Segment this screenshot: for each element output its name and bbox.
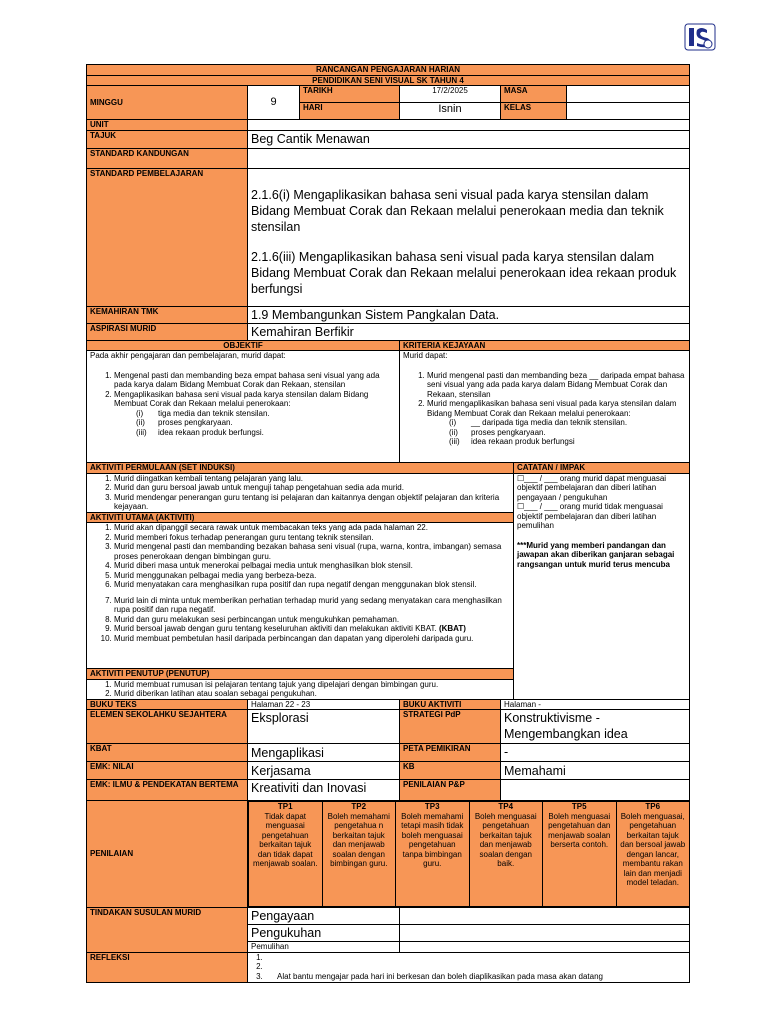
- permulaan-item: 1. Murid diingatkan kembali tentang pelajaran yang lalu.: [114, 474, 510, 484]
- catatan-note: ***Murid yang memberi pandangan dan jawapan akan diberikan ganjaran sebagai rangsangan untuk murid terus mencuba: [517, 540, 675, 569]
- tmk-label: KEMAHIRAN TMK: [87, 306, 248, 323]
- susulan-item: Pemulihan: [248, 942, 400, 953]
- strategi-value: Konstruktivisme - Mengembangkan idea: [501, 710, 690, 744]
- utama-item: 8. Murid dan guru melakukan sesi perbincangan untuk mengukuhkan pemahaman.: [114, 615, 510, 625]
- utama-item: 10. Murid membuat pembetulan hasil daripada perbincangan dan dapatan yang diperolehi daripada guru.: [114, 634, 510, 644]
- utama-item: 9. Murid bersoal jawab dengan guru tentang keseluruhan aktiviti dan melakukan aktiviti KBAT. (KBAT): [114, 624, 510, 634]
- unit-label: UNIT: [87, 120, 248, 131]
- aspirasi-value: Kemahiran Berfikir: [248, 323, 690, 340]
- utama-label: AKTIVITI UTAMA (AKTIVITI): [87, 512, 514, 523]
- hari-value: Isnin: [400, 103, 501, 120]
- minggu-value: 9: [248, 86, 300, 120]
- permulaan-item: 3. Murid mendengar penerangan guru tentang isi pelajaran dan kaitannya dengan objektif pelajaran dan kriteria kejayaan.: [114, 493, 510, 512]
- buku-teks-label: BUKU TEKS: [87, 699, 248, 710]
- sk-label: STANDARD KANDUNGAN: [87, 148, 248, 168]
- susulan-label: TINDAKAN SUSULAN MURID: [87, 908, 248, 953]
- objektif-item: 1. Mengenal pasti dan membanding beza empat bahasa seni visual yang ada pada karya dalam Bidang Membuat Corak dan Rekaan, stensilan: [114, 371, 396, 390]
- susulan-blank: [400, 942, 690, 953]
- utama-item: 1. Murid akan dipanggil secara rawak untuk membacakan teks yang ada pada halaman 22.: [114, 523, 510, 533]
- utama-item: 4. Murid diberi masa untuk menerokai pelbagai media untuk menghasilkan blok stensil.: [114, 561, 510, 571]
- peta-value: -: [501, 744, 690, 762]
- masa-label: MASA: [501, 86, 567, 103]
- sp-item: 2.1.6(iii) Mengaplikasikan bahasa seni visual pada karya stensilan dalam Bidang Membuat Corak dan Rekaan melalui penerokaan idea rekaan produk berfungsi: [251, 249, 677, 296]
- susulan-item: Pengayaan: [248, 908, 400, 925]
- kriteria-content: [400, 351, 690, 463]
- emk-ilmu-label: EMK: ILMU & PENDEKATAN BERTEMA: [87, 780, 248, 801]
- kelas-value: [567, 103, 690, 120]
- kb-value: Memahami: [501, 762, 690, 780]
- penilaian-pp-label: PENILAIAN P&P: [400, 780, 501, 801]
- tp5-cell: TP5 Boleh menguasai pengetahuan dan menjawab soalan berserta contoh.: [543, 802, 617, 907]
- header-row-2: [87, 75, 690, 86]
- tp2-cell: TP2 Boleh memahami pengetahua n berkaitan tajuk dan menjawab soalan dengan bimbingan guru.: [322, 802, 396, 907]
- catatan-line: ☐___ / ___ orang murid tidak menguasai objektif pembelajaran dan diberi latihan pemulihan: [517, 502, 663, 530]
- lesson-plan: [86, 64, 689, 983]
- objektif-intro: Pada akhir pengajaran dan pembelajaran, murid dapat:: [90, 351, 286, 360]
- penilaian-label: PENILAIAN: [87, 801, 248, 908]
- refleksi-item: 3. Alat bantu mengajar pada hari ini berkesan dan boleh diaplikasikan pada masa akan datang: [265, 972, 686, 982]
- emk-nilai-label: EMK: NILAI: [87, 762, 248, 780]
- kriteria-item: 1. Murid mengenal pasti dan membanding beza __ daripada empat bahasa seni visual yang ada pada karya dalam Bidang Membuat Corak dan Rekaan, stensilan: [427, 371, 686, 400]
- hari-label: HARI: [300, 103, 400, 120]
- catatan-content: [514, 473, 690, 699]
- utama-content: [87, 523, 514, 669]
- utama-item: 5. Murid menggunakan pelbagai media yang berbeza-beza.: [114, 571, 510, 581]
- masa-value: [567, 86, 690, 103]
- tp3-cell: TP3 Boleh memahami tetapi masih tidak boleh menguasai pengetahuan tanpa bimbingan guru.: [396, 802, 470, 907]
- kbat-value: Mengaplikasi: [248, 744, 400, 762]
- kb-label: KB: [400, 762, 501, 780]
- doc-subtitle: PENDIDIKAN SENI VISUAL SK TAHUN 4: [87, 75, 690, 86]
- tp1-cell: TP1 Tidak dapat menguasai pengetahuan berkaitan tajuk dan tidak dapat menjawab soalan.: [249, 802, 323, 907]
- penutup-content: [87, 679, 514, 699]
- tmk-value: 1.9 Membangunkan Sistem Pangkalan Data.: [248, 306, 690, 323]
- objektif-subitem: (ii) proses pengkaryaan.: [136, 418, 233, 427]
- refleksi-item: [265, 953, 686, 963]
- objektif-item: 2. Mengaplikasikan bahasa seni visual pada karya stensilan dalam Bidang Membuat Corak dan Rekaan melalui penerokaan:: [114, 390, 396, 409]
- school-logo-icon: [684, 22, 716, 52]
- refleksi-content: [248, 952, 690, 982]
- permulaan-item: 2. Murid dan guru bersoal jawab untuk menguji tahap pengetahuan sedia ada murid.: [114, 483, 510, 493]
- kriteria-subitem: (iii) idea rekaan produk berfungsi: [449, 437, 575, 446]
- permulaan-content: [87, 473, 514, 512]
- sp-item: 2.1.6(i) Mengaplikasikan bahasa seni visual pada karya stensilan dalam Bidang Membuat Corak dan Rekaan melalui penerokaan media dan teknik stensilan: [251, 187, 664, 234]
- penutup-label: AKTIVITI PENUTUP (PENUTUP): [87, 669, 514, 680]
- penutup-item: 1. Murid membuat rumusan isi pelajaran tentang tajuk yang dipelajari dengan bimbingan guru.: [114, 680, 510, 690]
- peta-label: PETA PEMIKIRAN: [400, 744, 501, 762]
- buku-aktiviti-label: BUKU AKTIVITI: [400, 699, 501, 710]
- tajuk-value: Beg Cantik Menawan: [248, 130, 690, 148]
- penutup-item: 2. Murid diberikan latihan atau soalan sebagai pengukuhan.: [114, 689, 510, 699]
- kriteria-subitem: (i) __ daripada tiga media dan teknik stensilan.: [449, 418, 628, 427]
- penilaian-grid: [248, 801, 690, 908]
- susulan-item: Pengukuhan: [248, 925, 400, 942]
- catatan-line: ☐___ / ___ orang murid dapat menguasai objektif pembelajaran dan diberi latihan pengayaan / pengukuhan: [517, 473, 667, 502]
- kriteria-item: 2. Murid mengaplikasikan bahasa seni visual pada karya stensilan dalam Bidang Membuat Corak dan Rekaan melalui penerokaan:: [427, 399, 686, 418]
- sk-value: [248, 148, 690, 168]
- permulaan-label: AKTIVITI PERMULAAN (SET INDUKSI): [87, 463, 514, 474]
- minggu-label: MINGGU: [87, 86, 248, 120]
- emk-nilai-value: Kerjasama: [248, 762, 400, 780]
- esh-value: Eksplorasi: [248, 710, 400, 744]
- susulan-blank: [400, 908, 690, 925]
- objektif-subitem: (i) tiga media dan teknik stensilan.: [136, 408, 270, 418]
- kriteria-intro: Murid dapat:: [403, 351, 448, 360]
- buku-aktiviti-value: Halaman -: [501, 699, 690, 710]
- susulan-blank: [400, 925, 690, 942]
- refleksi-label: REFLEKSI: [87, 952, 248, 982]
- objektif-content: [87, 351, 400, 463]
- tarikh-label: TARIKH: [300, 86, 400, 103]
- sp-value: [248, 168, 690, 306]
- penilaian-pp-value: [501, 780, 690, 801]
- refleksi-item: [265, 962, 686, 972]
- utama-item: 6. Murid menyatakan cara menghasilkan rupa positif dan rupa negatif dengan menggunakan blok stensil.: [114, 580, 510, 590]
- emk-ilmu-value: Kreativiti dan Inovasi: [248, 780, 400, 801]
- kriteria-label: KRITERIA KEJAYAAN: [400, 340, 690, 351]
- objektif-label: OBJEKTIF: [87, 340, 400, 351]
- tajuk-label: TAJUK: [87, 130, 248, 148]
- header-row-1: [87, 65, 690, 76]
- buku-teks-value: Halaman 22 - 23: [248, 699, 400, 710]
- tarikh-value: 17/2/2025: [400, 86, 501, 103]
- esh-label: ELEMEN SEKOLAHKU SEJAHTERA: [87, 710, 248, 744]
- kriteria-subitem: (ii) proses pengkaryaan.: [449, 427, 546, 437]
- doc-title: RANCANGAN PENGAJARAN HARIAN: [87, 65, 690, 76]
- strategi-label: STRATEGI PdP: [400, 710, 501, 744]
- utama-item: 3. Murid mengenal pasti dan membanding bezakan bahasa seni visual (rupa, warna, kontra, imbangan) semasa proses penerokaan dengan bimbingan guru.: [114, 542, 510, 561]
- objektif-subitem: (iii) idea rekaan produk berfungsi.: [136, 427, 264, 437]
- sp-label: STANDARD PEMBELAJARAN: [87, 168, 248, 306]
- kbat-label: KBAT: [87, 744, 248, 762]
- tp6-cell: TP6 Boleh menguasai, pengetahuan berkaitan tajuk dan bersoal jawab dengan lancar, membantu rakan lain dan menjadi model teladan.: [616, 802, 690, 907]
- utama-item: 7. Murid lain di minta untuk memberikan perhatian terhadap murid yang sedang menyatakan cara menghasilkan rupa positif dan rupa negatif.: [114, 596, 510, 615]
- catatan-label: CATATAN / IMPAK: [514, 463, 690, 474]
- kelas-label: KELAS: [501, 103, 567, 120]
- tp4-cell: TP4 Boleh menguasai pengetahuan berkaitan tajuk dan menjawab soalan dengan baik.: [469, 802, 543, 907]
- aspirasi-label: ASPIRASI MURID: [87, 323, 248, 340]
- unit-value: [248, 120, 690, 131]
- utama-item: 2. Murid memberi fokus terhadap penerangan guru tentang teknik stensilan.: [114, 533, 510, 543]
